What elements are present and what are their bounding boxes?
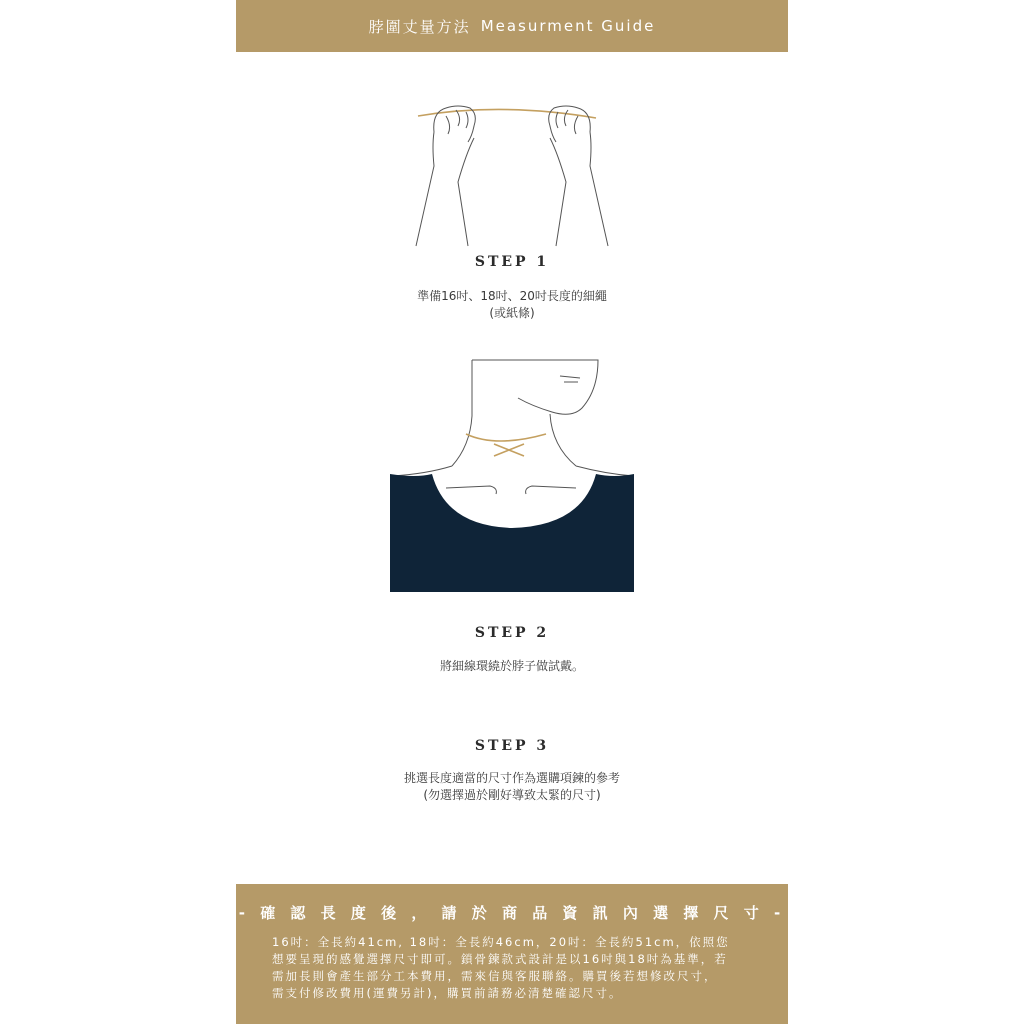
footer-title: - 確 認 長 度 後 ， 請 於 商 品 資 訊 內 選 擇 尺 寸 - — [238, 904, 786, 922]
step2-text — [236, 658, 788, 675]
hands-holding-string-illustration — [412, 96, 612, 250]
footer-line3: 需加長則會產生部分工本費用，需來信與客服聯絡。購買後若想修改尺寸， — [272, 969, 718, 983]
step3-line2: (勿選擇過於剛好導致太緊的尺寸) — [423, 788, 601, 802]
neck-with-string-illustration — [386, 356, 638, 596]
footer-line2: 想要呈現的感覺選擇尺寸即可。鎖骨鍊款式設計是以16吋與18吋為基準，若 — [272, 952, 728, 966]
footer-body — [272, 934, 756, 1002]
step1-text — [236, 288, 788, 322]
step3-text — [236, 770, 788, 804]
header-title-en: Measurment Guide — [480, 17, 656, 35]
step2-title: STEP 2 — [474, 625, 550, 641]
step2-line1: 將細線環繞於脖子做試戴。 — [439, 659, 584, 673]
step3-line1: 挑選長度適當的尺寸作為選購項鍊的參考 — [403, 771, 620, 785]
footer-note — [236, 884, 788, 1024]
step1-title: STEP 1 — [474, 254, 550, 270]
measurement-guide-panel — [236, 0, 788, 1024]
step3-title: STEP 3 — [474, 738, 550, 754]
header-title-zh: 脖圍丈量方法 — [368, 17, 471, 36]
footer-line1: 16吋：全長約41cm, 18吋：全長約46cm，20吋：全長約51cm，依照您 — [272, 935, 730, 949]
footer-line4: 需支付修改費用(運費另計)，購買前請務必清楚確認尺寸。 — [272, 986, 623, 1000]
step1-line2: (或紙條) — [489, 306, 535, 320]
step1-line1: 準備16吋、18吋、20吋長度的細繩 — [417, 289, 607, 303]
header-bar — [236, 0, 788, 52]
